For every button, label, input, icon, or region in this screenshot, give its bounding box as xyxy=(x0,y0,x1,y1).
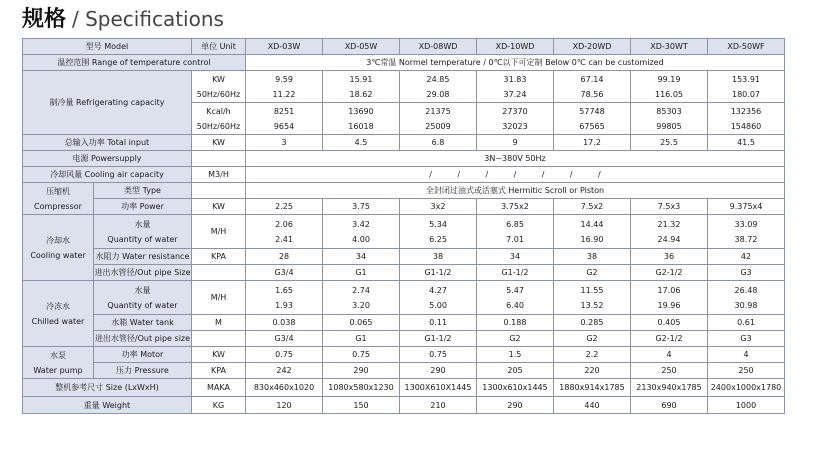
total-input-row xyxy=(23,135,785,151)
chilled-water-qty-cell: 2.74 3.20 xyxy=(323,281,400,315)
weight-cell: 290 xyxy=(477,397,554,414)
temp-control-value: 3℃常温 Normel temperature / 0℃以下可定制 Below 0℃ can be customized xyxy=(246,55,785,71)
compressor-power-cell: 3.75x2 xyxy=(477,199,554,215)
compressor-power-label: 功率 Power xyxy=(94,199,192,215)
chilled-water-pipe-cell: G1 xyxy=(323,331,400,347)
cooling-water-res-cell: 34 xyxy=(477,249,554,265)
chilled-water-qty-unit: M/H xyxy=(192,281,246,315)
chilled-water-group: 冷冻水 Chilled water xyxy=(23,281,94,347)
refrig-kcal-cell: 21375 25009 xyxy=(400,103,477,135)
pump-motor-cell: 0.75 xyxy=(246,347,323,363)
cooling-water-qty-cell: 21.32 24.94 xyxy=(631,215,708,249)
weight-cell: 440 xyxy=(554,397,631,414)
pump-pressure-cell: 250 xyxy=(708,363,785,379)
cooling-water-res-cell: 38 xyxy=(554,249,631,265)
chilled-water-qty-cell: 4.27 5.00 xyxy=(400,281,477,315)
chilled-water-qty-cell: 17.06 19.96 xyxy=(631,281,708,315)
size-label: 整机参考尺寸 Size (LxWxH) xyxy=(23,379,192,397)
total-input-cell: 9 xyxy=(477,135,554,151)
refrig-kw-cell: 153.91 180.07 xyxy=(708,71,785,103)
cooling-air-value: / / / / / / / xyxy=(246,167,785,183)
chilled-water-qty-cell: 1.65 1.93 xyxy=(246,281,323,315)
title-cn: 规格 xyxy=(22,7,67,32)
refrig-kw-cell: 99.19 116.05 xyxy=(631,71,708,103)
powersupply-unit xyxy=(192,151,246,167)
refrig-kcal-cell: 57748 67565 xyxy=(554,103,631,135)
chilled-water-qty-row xyxy=(23,281,785,315)
powersupply-label: 电源 Powersupply xyxy=(23,151,192,167)
model-cell: XD-03W xyxy=(246,39,323,55)
size-cell: 830x460x1020 xyxy=(246,379,323,397)
cooling-water-pipe-cell: G2-1/2 xyxy=(631,265,708,281)
chilled-water-tank-cell: 0.11 xyxy=(400,315,477,331)
cooling-water-pipe-cell: G1-1/2 xyxy=(400,265,477,281)
chilled-water-pipe-label: 进出水管径/Out pipe size xyxy=(94,331,192,347)
refrig-kw-cell: 24.85 29.08 xyxy=(400,71,477,103)
cooling-water-pipe-cell: G3/4 xyxy=(246,265,323,281)
weight-cell: 120 xyxy=(246,397,323,414)
chilled-water-pipe-cell: G2-1/2 xyxy=(631,331,708,347)
cooling-water-qty-cell: 2.06 2.41 xyxy=(246,215,323,249)
unit-header: 单位 Unit xyxy=(192,39,246,55)
pump-pressure-cell: 205 xyxy=(477,363,554,379)
pump-motor-label: 功率 Motor xyxy=(94,347,192,363)
weight-row xyxy=(23,397,785,414)
cooling-water-qty-cell: 6.85 7.01 xyxy=(477,215,554,249)
model-cell: XD-20WD xyxy=(554,39,631,55)
compressor-power-cell: 3.75 xyxy=(323,199,400,215)
total-input-cell: 6.8 xyxy=(400,135,477,151)
pump-pressure-label: 压力 Pressure xyxy=(94,363,192,379)
compressor-group: 压缩机 Compressor xyxy=(23,183,94,215)
weight-unit: KG xyxy=(192,397,246,414)
cooling-water-qty-label: 水量 Quantity of water xyxy=(94,215,192,249)
chilled-water-pipe-cell: G2 xyxy=(477,331,554,347)
refrig-kcal-cell: 85303 99805 xyxy=(631,103,708,135)
cooling-water-qty-row xyxy=(23,215,785,249)
page-title xyxy=(22,2,224,32)
cooling-water-res-cell: 38 xyxy=(400,249,477,265)
chilled-water-pipe-unit xyxy=(192,331,246,347)
chilled-water-tank-label: 水箱 Water tank xyxy=(94,315,192,331)
cooling-water-group: 冷却水 Cooling water xyxy=(23,215,94,281)
compressor-power-row xyxy=(23,199,785,215)
cooling-air-row xyxy=(23,167,785,183)
powersupply-row xyxy=(23,151,785,167)
refrig-kcal-cell: 132356 154860 xyxy=(708,103,785,135)
cooling-water-pipe-row xyxy=(23,265,785,281)
pump-motor-row xyxy=(23,347,785,363)
chilled-water-pipe-cell: G3 xyxy=(708,331,785,347)
refrig-kcal-unit: Kcal/h 50Hz/60Hz xyxy=(192,103,246,135)
size-cell: 2130x940x1785 xyxy=(631,379,708,397)
total-input-cell: 41.5 xyxy=(708,135,785,151)
size-cell: 1300x610x1445 xyxy=(477,379,554,397)
cooling-water-qty-cell: 5.34 6.25 xyxy=(400,215,477,249)
weight-cell: 210 xyxy=(400,397,477,414)
pump-pressure-cell: 290 xyxy=(323,363,400,379)
refrig-kcal-cell: 13690 16018 xyxy=(323,103,400,135)
pump-pressure-cell: 220 xyxy=(554,363,631,379)
spec-table xyxy=(22,38,785,414)
cooling-water-res-row xyxy=(23,249,785,265)
weight-cell: 150 xyxy=(323,397,400,414)
refrig-kw-row xyxy=(23,71,785,103)
total-input-unit: KW xyxy=(192,135,246,151)
chilled-water-tank-cell: 0.065 xyxy=(323,315,400,331)
size-cell: 1080x580x1230 xyxy=(323,379,400,397)
chilled-water-tank-cell: 0.038 xyxy=(246,315,323,331)
cooling-water-qty-unit: M/H xyxy=(192,215,246,249)
pump-motor-cell: 0.75 xyxy=(400,347,477,363)
refrig-kcal-cell: 27370 32023 xyxy=(477,103,554,135)
size-cell: 1300X610X1445 xyxy=(400,379,477,397)
cooling-water-pipe-cell: G3 xyxy=(708,265,785,281)
total-input-cell: 25.5 xyxy=(631,135,708,151)
chilled-water-tank-cell: 0.285 xyxy=(554,315,631,331)
cooling-water-qty-cell: 14.44 16.90 xyxy=(554,215,631,249)
compressor-type-row xyxy=(23,183,785,199)
chilled-water-pipe-cell: G1-1/2 xyxy=(400,331,477,347)
compressor-type-label: 类型 Type xyxy=(94,183,192,199)
pump-motor-cell: 4 xyxy=(631,347,708,363)
chilled-water-tank-row xyxy=(23,315,785,331)
title-en: / Specifications xyxy=(72,7,224,31)
temp-control-label: 温控范围 Range of temperature control xyxy=(23,55,246,71)
model-cell: XD-50WF xyxy=(708,39,785,55)
pump-pressure-row xyxy=(23,363,785,379)
compressor-power-cell: 2.25 xyxy=(246,199,323,215)
refrig-kw-unit: KW 50Hz/60Hz xyxy=(192,71,246,103)
total-input-cell: 17.2 xyxy=(554,135,631,151)
refrig-kw-cell: 31.83 37.24 xyxy=(477,71,554,103)
weight-cell: 690 xyxy=(631,397,708,414)
cooling-water-res-cell: 36 xyxy=(631,249,708,265)
chilled-water-qty-cell: 11.55 13.52 xyxy=(554,281,631,315)
cooling-water-pipe-unit xyxy=(192,265,246,281)
chilled-water-tank-cell: 0.405 xyxy=(631,315,708,331)
temp-control-row xyxy=(23,55,785,71)
chilled-water-pipe-cell: G3/4 xyxy=(246,331,323,347)
model-cell: XD-05W xyxy=(323,39,400,55)
refrig-label: 制冷量 Refrigerating capacity xyxy=(23,71,192,135)
model-cell: XD-30WT xyxy=(631,39,708,55)
pump-motor-cell: 1.5 xyxy=(477,347,554,363)
refrig-kw-cell: 9.59 11.22 xyxy=(246,71,323,103)
cooling-water-res-cell: 42 xyxy=(708,249,785,265)
weight-cell: 1000 xyxy=(708,397,785,414)
compressor-power-cell: 7.5x3 xyxy=(631,199,708,215)
refrig-kw-cell: 15.91 18.62 xyxy=(323,71,400,103)
pump-motor-cell: 2.2 xyxy=(554,347,631,363)
chilled-water-qty-cell: 5.47 6.40 xyxy=(477,281,554,315)
cooling-water-res-unit: KPA xyxy=(192,249,246,265)
chilled-water-qty-cell: 26.48 30.98 xyxy=(708,281,785,315)
size-unit: MAKA xyxy=(192,379,246,397)
compressor-type-value: 全封闭过油式或活塞式 Hermitic Scroll or Piston xyxy=(246,183,785,199)
chilled-water-tank-cell: 0.61 xyxy=(708,315,785,331)
size-cell: 1880x914x1785 xyxy=(554,379,631,397)
cooling-air-label: 冷却风量 Cooling air capacity xyxy=(23,167,192,183)
cooling-water-res-cell: 34 xyxy=(323,249,400,265)
pump-pressure-cell: 242 xyxy=(246,363,323,379)
size-row xyxy=(23,379,785,397)
cooling-water-qty-cell: 3.42 4.00 xyxy=(323,215,400,249)
compressor-power-unit: KW xyxy=(192,199,246,215)
total-input-cell: 3 xyxy=(246,135,323,151)
cooling-water-pipe-cell: G1 xyxy=(323,265,400,281)
pump-motor-cell: 0.75 xyxy=(323,347,400,363)
compressor-type-unit xyxy=(192,183,246,199)
model-cell: XD-10WD xyxy=(477,39,554,55)
powersupply-value: 3N~380V 50Hz xyxy=(246,151,785,167)
pump-motor-unit: KW xyxy=(192,347,246,363)
chilled-water-tank-unit: M xyxy=(192,315,246,331)
weight-label: 重量 Weight xyxy=(23,397,192,414)
total-input-cell: 4.5 xyxy=(323,135,400,151)
cooling-water-qty-cell: 33.09 38.72 xyxy=(708,215,785,249)
compressor-power-cell: 3x2 xyxy=(400,199,477,215)
pump-motor-cell: 4 xyxy=(708,347,785,363)
chilled-water-pipe-cell: G2 xyxy=(554,331,631,347)
compressor-power-cell: 9.375x4 xyxy=(708,199,785,215)
header-row xyxy=(23,39,785,55)
model-header: 型号 Model xyxy=(23,39,192,55)
cooling-air-unit: M3/H xyxy=(192,167,246,183)
chilled-water-tank-cell: 0.188 xyxy=(477,315,554,331)
size-cell: 2400x1000x1780 xyxy=(708,379,785,397)
pump-pressure-cell: 250 xyxy=(631,363,708,379)
refrig-kcal-cell: 8251 9654 xyxy=(246,103,323,135)
cooling-water-pipe-cell: G2 xyxy=(554,265,631,281)
chilled-water-pipe-row xyxy=(23,331,785,347)
cooling-water-pipe-cell: G1-1/2 xyxy=(477,265,554,281)
model-cell: XD-08WD xyxy=(400,39,477,55)
water-pump-group: 水泵 Water pump xyxy=(23,347,94,379)
cooling-water-res-cell: 28 xyxy=(246,249,323,265)
refrig-kw-cell: 67.14 78.56 xyxy=(554,71,631,103)
chilled-water-qty-label: 水量 Quantity of water xyxy=(94,281,192,315)
compressor-power-cell: 7.5x2 xyxy=(554,199,631,215)
pump-pressure-unit: KPA xyxy=(192,363,246,379)
cooling-water-pipe-label: 进出水管径/Out pipe Size xyxy=(94,265,192,281)
cooling-water-res-label: 水阻力 Water resistance xyxy=(94,249,192,265)
total-input-label: 总输入功率 Total input xyxy=(23,135,192,151)
pump-pressure-cell: 290 xyxy=(400,363,477,379)
